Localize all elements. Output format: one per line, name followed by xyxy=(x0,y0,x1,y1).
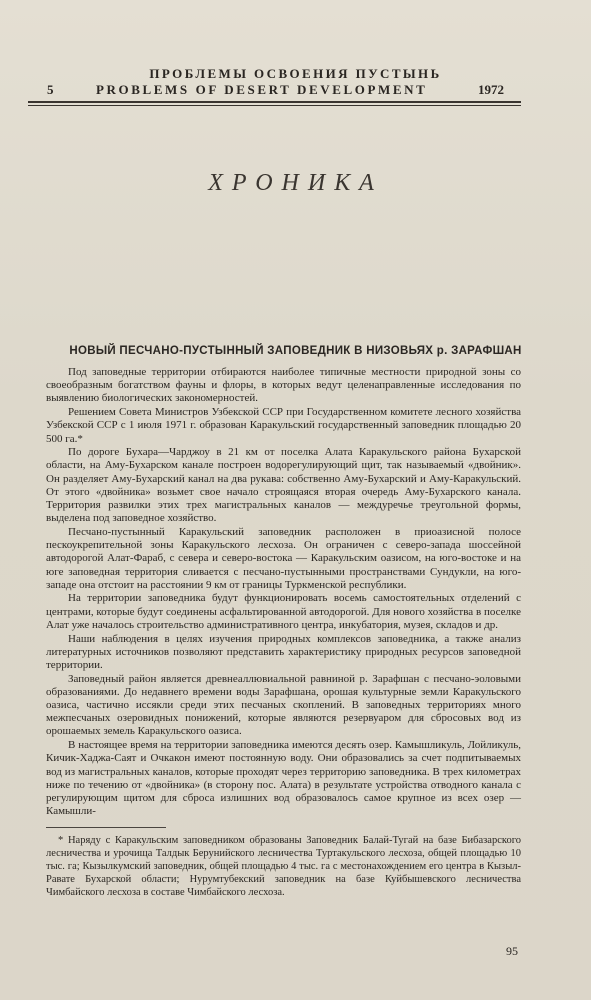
paragraph: На территории заповедника будут функционировать восемь самостоятельных отделений с центрами, которые будут соединены асфальтированной автодорогой. Для нового хозяйства в поселке Алат уже началось строительство административного центра, инкубатория, музея, складов и др. xyxy=(46,592,521,631)
section-title: ХРОНИКА xyxy=(208,170,383,196)
paragraph: Наши наблюдения в целях изучения природных комплексов заповедника, а также анализ литературных источников позволяют представить характеристику природных ресурсов заповедной территории. xyxy=(46,632,521,671)
article-body xyxy=(46,366,521,819)
paragraph: Под заповедные территории отбираются наиболее типичные местности природной зоны со своеобразным богатством фауны и флоры, в которых ведут целенаправленные исследования по выявлению биологических закономерностей. xyxy=(46,366,521,405)
paragraph: В настоящее время на территории заповедника имеются десять озер. Камышликуль, Лойликуль, Кичик-Хаджа-Саят и Очкакон имеют постоянную воду. Они образовались за счет подпитываемых вод из магистральных каналов, которые проходят через территорию заповедника. В трех километрах ниже по течению от «двойника» (в сторону пос. Алата) в результате устройства отводного канала с регулирующим щитом для сброса излишних вод образовалось самое крупное из всех озер — Камышли- xyxy=(46,739,521,818)
journal-title-ru: ПРОБЛЕМЫ ОСВОЕНИЯ ПУСТЫНЬ xyxy=(149,66,442,81)
footnote-rule xyxy=(46,827,166,828)
footnote xyxy=(46,834,521,899)
paragraph: Решением Совета Министров Узбекской ССР при Государственном комитете лесного хозяйства Узбекской ССР с 1 июля 1971 г. образован Каракульский государственный заповедник площадью 20 500 га.* xyxy=(46,406,521,445)
issue-year: 1972 xyxy=(478,82,504,97)
journal-header-line xyxy=(0,82,591,98)
journal-title-en: PROBLEMS OF DESERT DEVELOPMENT xyxy=(96,82,428,97)
paragraph: По дороге Бухара—Чарджоу в 21 км от поселка Алата Каракульского района Бухарской области, на Аму-Бухарском канале построен водорегулирующий щит, так называемый «двойник». Он разделяет Аму-Бухарский канал на два рукава: собственно Аму-Бухарский и Аму-Каракульский. От этого «двойника» возьмет свое начало строящаяся вторая очередь Аму-Бухарского канала. Территория развилки этих трех магистральных каналов — междуречье треугольной формы, выделена под заповедное хозяйство. xyxy=(46,446,521,525)
page-number: 95 xyxy=(506,944,518,958)
paragraph: Песчано-пустынный Каракульский заповедник расположен в приоазисной полосе пескоукрепительной зоны Каракульского лесхоза. Он ограничен с северо-запада шоссейной автодорогой Алат-Фараб, с севера и северо-востока — Каракульским оазисом, на юго-востоке и на юге заповедная территория сливается с песчано-пустынными пространствами Сундукли, на юго-западе она отстоит на расстоянии 9 км от границы Туркменской республики. xyxy=(46,525,521,591)
paragraph: Заповедный район является древнеаллювиальной равниной р. Зарафшан с песчано-эоловыми образованиями. До недавнего времени воды Зарафшана, орошая культурные земли Каракульского оазиса, частично иссякли среди этих песчаных скоплений. В заповедных территориях много межпесчаных озеровидных понижений, которые являются резервуаром для сбросовых вод из орошаемых земель Каракульского оазиса. xyxy=(46,672,521,738)
header-rule-thin xyxy=(28,105,521,106)
article-title: НОВЫЙ ПЕСЧАНО-ПУСТЫННЫЙ ЗАПОВЕДНИК В НИЗОВЬЯХ р. ЗАРАФШАН xyxy=(69,345,522,357)
issue-number: 5 xyxy=(47,82,54,97)
header-rule-thick xyxy=(28,101,521,103)
footnote-text: * Наряду с Каракульским заповедником образованы Заповедник Балай-Тугай на базе Бибазарского лесничества и урочища Талдык Берунийского лесничества Туртакульского лесхоза, общей площадью 10 тыс. га; Кызылкумский заповедник, общей площадью 4 тыс. га с местонахождением его центра в Кызыл-Равате Бухарской области; Нурумтубекский заповедник на базе Куйбышевского лесничества Чимбайского лесхоза в составе Чимбайского лесхоза. xyxy=(46,835,521,898)
